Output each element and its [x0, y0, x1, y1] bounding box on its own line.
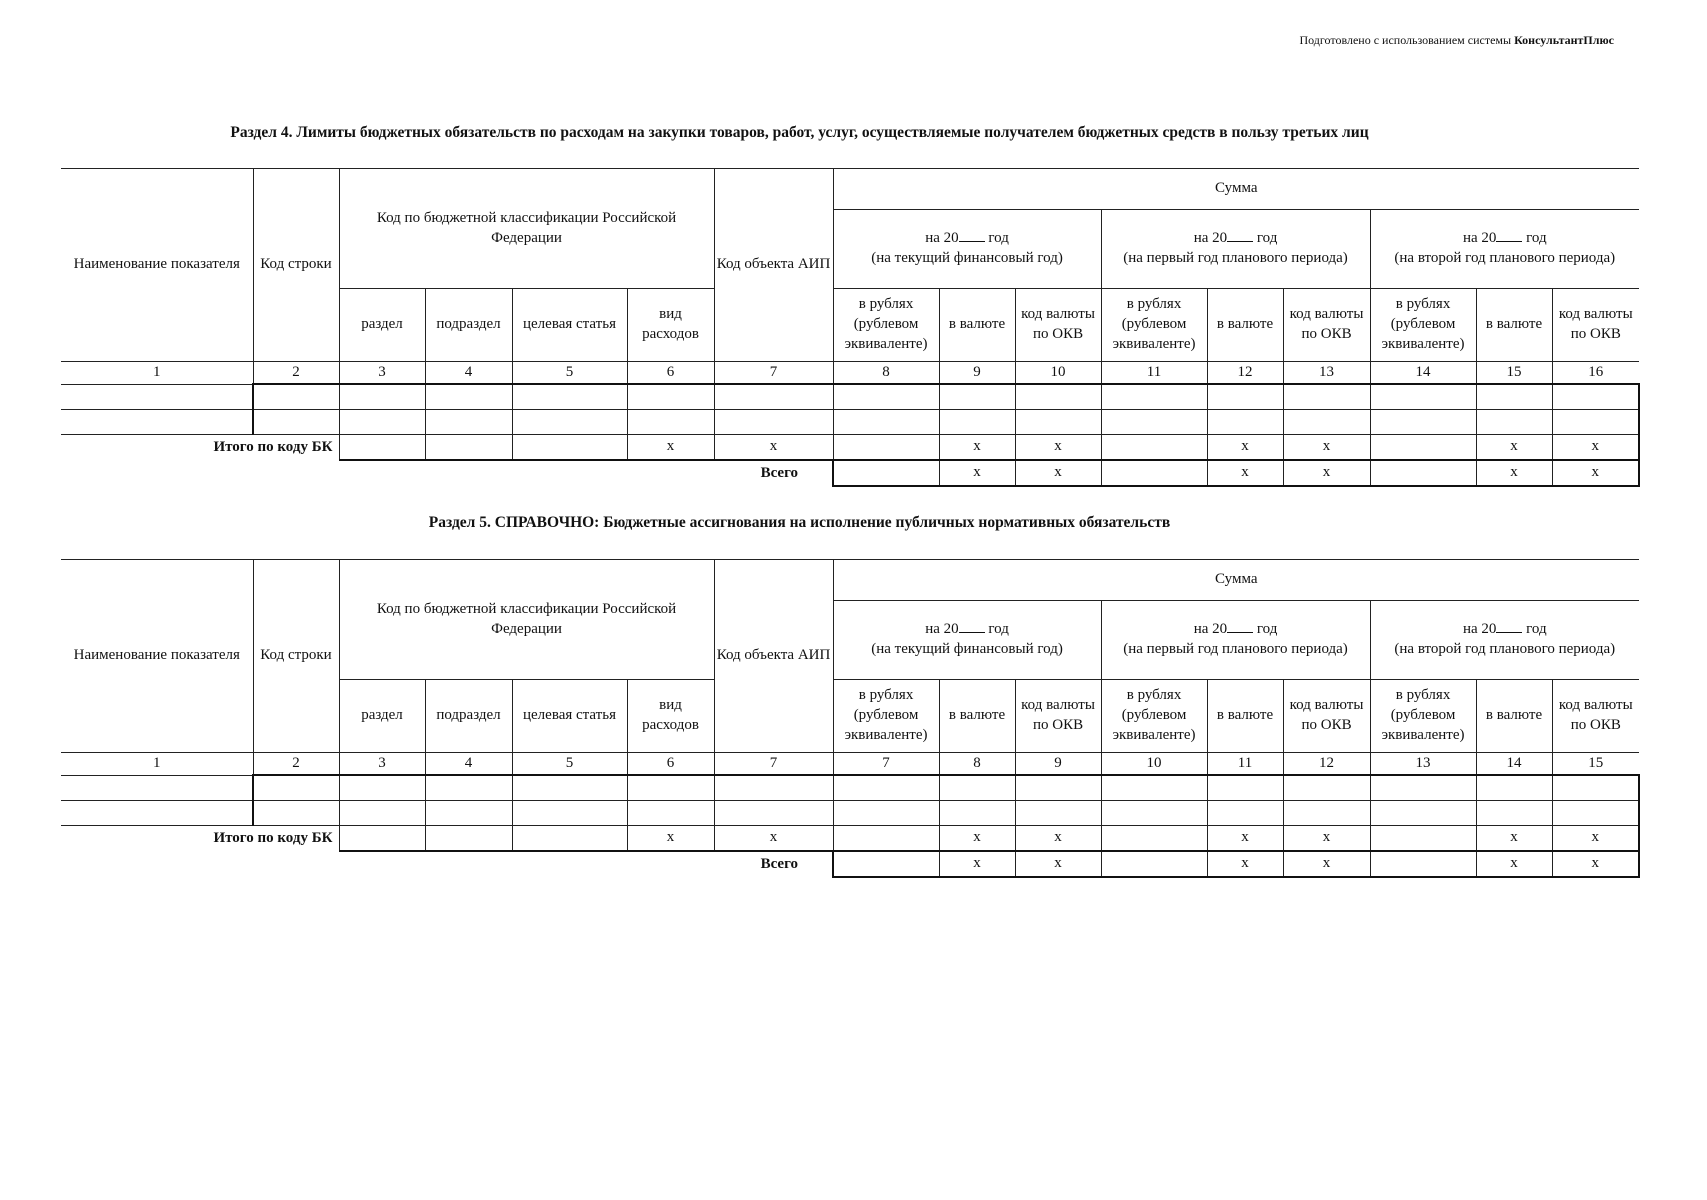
- col-number: 12: [1207, 362, 1283, 385]
- col-number: 8: [939, 753, 1015, 776]
- vsego-label: Всего: [760, 464, 799, 481]
- rub-header: в рублях (рублевом эквиваленте): [1370, 680, 1476, 753]
- x-mark: x: [1015, 826, 1101, 852]
- celevaya-header: целевая статья: [512, 289, 627, 362]
- data-cell[interactable]: [253, 410, 339, 435]
- data-cell[interactable]: [627, 384, 714, 410]
- col-number: 10: [1015, 362, 1101, 385]
- x-mark: x: [1015, 460, 1101, 486]
- data-cell[interactable]: [1476, 775, 1552, 801]
- data-cell[interactable]: [1552, 410, 1639, 435]
- data-cell[interactable]: [1101, 801, 1207, 826]
- okv-header: код валюты по ОКВ: [1552, 680, 1639, 753]
- section-5-table: [61, 559, 1640, 878]
- col-number: 14: [1370, 362, 1476, 385]
- table-row: [61, 410, 1639, 435]
- val-header: в валюте: [1207, 289, 1283, 362]
- itogo-row: [61, 435, 1639, 461]
- data-cell[interactable]: [339, 775, 425, 801]
- col-number: 2: [253, 753, 339, 776]
- data-cell[interactable]: [1015, 410, 1101, 435]
- data-cell[interactable]: [425, 435, 512, 461]
- x-mark: x: [627, 826, 714, 852]
- data-cell[interactable]: [512, 410, 627, 435]
- x-mark: x: [1552, 435, 1639, 461]
- consultant-plus-note: Подготовлено с использованием системы КонсультантПлюс: [1299, 33, 1614, 47]
- razdel-header: раздел: [339, 289, 425, 362]
- col-number: 10: [1101, 753, 1207, 776]
- data-cell[interactable]: [833, 435, 939, 461]
- x-mark: x: [1476, 435, 1552, 461]
- data-cell[interactable]: [61, 384, 253, 410]
- col-number: 12: [1283, 753, 1370, 776]
- col-number: 15: [1476, 362, 1552, 385]
- x-mark: x: [1476, 826, 1552, 852]
- okv-header: код валюты по ОКВ: [1552, 289, 1639, 362]
- data-cell[interactable]: [1101, 410, 1207, 435]
- col-number: 3: [339, 753, 425, 776]
- data-cell[interactable]: [1283, 801, 1370, 826]
- data-cell[interactable]: [1370, 851, 1476, 877]
- x-mark: x: [1283, 851, 1370, 877]
- data-cell[interactable]: [833, 851, 939, 877]
- data-cell[interactable]: [1207, 384, 1283, 410]
- data-cell[interactable]: [1101, 460, 1207, 486]
- data-cell[interactable]: [1015, 384, 1101, 410]
- year-1-header: на 20 год (на текущий финансовый год): [833, 210, 1101, 289]
- col-name-header: Наименование показателя: [61, 560, 253, 753]
- col-number: 7: [714, 753, 833, 776]
- data-cell[interactable]: [1283, 384, 1370, 410]
- data-cell[interactable]: [833, 775, 939, 801]
- x-mark: x: [1552, 460, 1639, 486]
- data-cell[interactable]: [339, 801, 425, 826]
- x-mark: x: [1283, 460, 1370, 486]
- col-bk-header: Код по бюджетной классификации Российской Федерации: [339, 169, 714, 289]
- col-number: 13: [1283, 362, 1370, 385]
- section-5-title: Раздел 5. СПРАВОЧНО: Бюджетные ассигнования на исполнение публичных нормативных обязательств: [428, 514, 1171, 531]
- col-number: 14: [1476, 753, 1552, 776]
- data-cell[interactable]: [714, 410, 833, 435]
- x-mark: x: [1476, 460, 1552, 486]
- col-code-header: Код строки: [253, 169, 339, 362]
- col-number: 2: [253, 362, 339, 385]
- x-mark: x: [1207, 826, 1283, 852]
- data-cell[interactable]: [1370, 775, 1476, 801]
- data-cell[interactable]: [1370, 384, 1476, 410]
- razdel-header: раздел: [339, 680, 425, 753]
- val-header: в валюте: [1207, 680, 1283, 753]
- data-cell[interactable]: [1552, 801, 1639, 826]
- data-cell[interactable]: [1283, 775, 1370, 801]
- data-cell[interactable]: [1476, 410, 1552, 435]
- data-cell[interactable]: [1476, 801, 1552, 826]
- data-cell[interactable]: [512, 435, 627, 461]
- x-mark: x: [1552, 826, 1639, 852]
- x-mark: x: [1015, 851, 1101, 877]
- data-cell[interactable]: [939, 801, 1015, 826]
- vid-header: вид расходов: [627, 289, 714, 362]
- rub-header: в рублях (рублевом эквиваленте): [1101, 289, 1207, 362]
- data-cell[interactable]: [1207, 410, 1283, 435]
- data-cell[interactable]: [512, 826, 627, 852]
- col-aip-header: Код объекта АИП: [714, 169, 833, 362]
- okv-header: код валюты по ОКВ: [1015, 680, 1101, 753]
- data-cell[interactable]: [1101, 826, 1207, 852]
- vid-header: вид расходов: [627, 680, 714, 753]
- data-cell[interactable]: [833, 801, 939, 826]
- data-cell[interactable]: [253, 384, 339, 410]
- data-cell[interactable]: [61, 801, 253, 826]
- data-cell[interactable]: [253, 775, 339, 801]
- data-cell[interactable]: [714, 801, 833, 826]
- data-cell[interactable]: [425, 775, 512, 801]
- x-mark: x: [1015, 435, 1101, 461]
- col-number: 7: [833, 753, 939, 776]
- col-aip-header: Код объекта АИП: [714, 560, 833, 753]
- year-3-header: на 20 год (на второй год планового периода): [1370, 601, 1639, 680]
- data-cell[interactable]: [1101, 384, 1207, 410]
- data-cell[interactable]: [425, 384, 512, 410]
- x-mark: x: [1476, 851, 1552, 877]
- col-number: 1: [61, 362, 253, 385]
- data-cell[interactable]: [339, 410, 425, 435]
- data-cell[interactable]: [1015, 801, 1101, 826]
- x-mark: x: [714, 435, 833, 461]
- x-mark: x: [1207, 435, 1283, 461]
- data-cell[interactable]: [1552, 775, 1639, 801]
- vsego-label: Всего: [760, 855, 799, 872]
- data-cell[interactable]: [1101, 775, 1207, 801]
- data-cell[interactable]: [714, 775, 833, 801]
- vsego-row: [61, 851, 1639, 877]
- itogo-label: Итого по коду БК: [61, 435, 339, 461]
- x-mark: x: [1207, 851, 1283, 877]
- blank-cell: [61, 851, 339, 877]
- section-4-title: Раздел 4. Лимиты бюджетных обязательств по расходам на закупки товаров, работ, услуг, осуществляемые получателем бюджетных средств в пользу третьих лиц: [230, 124, 1369, 141]
- column-numbers-row: [61, 753, 1639, 776]
- x-mark: x: [939, 851, 1015, 877]
- data-cell[interactable]: [1101, 435, 1207, 461]
- col-number: 4: [425, 753, 512, 776]
- data-cell[interactable]: [61, 410, 253, 435]
- x-mark: x: [627, 435, 714, 461]
- col-number: 1: [61, 753, 253, 776]
- data-cell[interactable]: [833, 410, 939, 435]
- year-3-header: на 20 год (на второй год планового периода): [1370, 210, 1639, 289]
- val-header: в валюте: [939, 289, 1015, 362]
- data-cell[interactable]: [512, 775, 627, 801]
- val-header: в валюте: [1476, 289, 1552, 362]
- col-number: 13: [1370, 753, 1476, 776]
- data-cell[interactable]: [425, 410, 512, 435]
- data-cell[interactable]: [512, 801, 627, 826]
- data-cell[interactable]: [1015, 775, 1101, 801]
- data-cell[interactable]: [1370, 801, 1476, 826]
- col-number: 9: [1015, 753, 1101, 776]
- okv-header: код валюты по ОКВ: [1283, 680, 1370, 753]
- data-cell[interactable]: [627, 775, 714, 801]
- column-numbers-row: [61, 362, 1639, 385]
- data-cell[interactable]: [939, 410, 1015, 435]
- itogo-row: [61, 826, 1639, 852]
- x-mark: x: [714, 826, 833, 852]
- val-header: в валюте: [939, 680, 1015, 753]
- rub-header: в рублях (рублевом эквиваленте): [833, 680, 939, 753]
- col-number: 3: [339, 362, 425, 385]
- data-cell[interactable]: [339, 384, 425, 410]
- data-cell[interactable]: [1207, 775, 1283, 801]
- data-cell[interactable]: [339, 826, 425, 852]
- data-cell[interactable]: [1370, 435, 1476, 461]
- podrazdel-header: подраздел: [425, 680, 512, 753]
- col-number: 9: [939, 362, 1015, 385]
- rub-header: в рублях (рублевом эквиваленте): [1101, 680, 1207, 753]
- data-cell[interactable]: [425, 801, 512, 826]
- x-mark: x: [939, 826, 1015, 852]
- data-cell[interactable]: [512, 384, 627, 410]
- data-cell[interactable]: [1370, 410, 1476, 435]
- col-number: 7: [714, 362, 833, 385]
- col-number: 6: [627, 362, 714, 385]
- data-cell[interactable]: [1476, 384, 1552, 410]
- section-4-table: [61, 168, 1640, 487]
- col-number: 11: [1207, 753, 1283, 776]
- data-cell[interactable]: [833, 460, 939, 486]
- col-number: 4: [425, 362, 512, 385]
- data-cell[interactable]: [339, 435, 425, 461]
- col-code-header: Код строки: [253, 560, 339, 753]
- podrazdel-header: подраздел: [425, 289, 512, 362]
- x-mark: x: [939, 435, 1015, 461]
- data-cell[interactable]: [61, 775, 253, 801]
- x-mark: x: [1283, 826, 1370, 852]
- col-number: 5: [512, 753, 627, 776]
- val-header: в валюте: [1476, 680, 1552, 753]
- rub-header: в рублях (рублевом эквиваленте): [833, 289, 939, 362]
- data-cell[interactable]: [939, 384, 1015, 410]
- x-mark: x: [1552, 851, 1639, 877]
- data-cell[interactable]: [1283, 410, 1370, 435]
- data-cell[interactable]: [627, 801, 714, 826]
- col-bk-header: Код по бюджетной классификации Российской Федерации: [339, 560, 714, 680]
- year-2-header: на 20 год (на первый год планового периода): [1101, 601, 1370, 680]
- col-number: 15: [1552, 753, 1639, 776]
- data-cell[interactable]: [833, 826, 939, 852]
- table-row: [61, 775, 1639, 801]
- col-number: 16: [1552, 362, 1639, 385]
- blank-cell: [61, 460, 339, 486]
- x-mark: x: [1283, 435, 1370, 461]
- col-number: 11: [1101, 362, 1207, 385]
- x-mark: x: [1207, 460, 1283, 486]
- col-sum-header: Сумма: [833, 560, 1639, 601]
- data-cell[interactable]: [1370, 460, 1476, 486]
- data-cell[interactable]: [1207, 801, 1283, 826]
- okv-header: код валюты по ОКВ: [1015, 289, 1101, 362]
- year-2-header: на 20 год (на первый год планового периода): [1101, 210, 1370, 289]
- col-name-header: Наименование показателя: [61, 169, 253, 362]
- col-number: 6: [627, 753, 714, 776]
- data-cell[interactable]: [425, 826, 512, 852]
- col-number: 8: [833, 362, 939, 385]
- itogo-label: Итого по коду БК: [61, 826, 339, 852]
- x-mark: x: [939, 460, 1015, 486]
- table-row: [61, 801, 1639, 826]
- okv-header: код валюты по ОКВ: [1283, 289, 1370, 362]
- data-cell[interactable]: [1370, 826, 1476, 852]
- col-number: 5: [512, 362, 627, 385]
- data-cell[interactable]: [253, 801, 339, 826]
- data-cell[interactable]: [1101, 851, 1207, 877]
- year-1-header: на 20 год (на текущий финансовый год): [833, 601, 1101, 680]
- data-cell[interactable]: [714, 384, 833, 410]
- data-cell[interactable]: [939, 775, 1015, 801]
- col-sum-header: Сумма: [833, 169, 1639, 210]
- vsego-row: [61, 460, 1639, 486]
- data-cell[interactable]: [627, 410, 714, 435]
- data-cell[interactable]: [1552, 384, 1639, 410]
- data-cell[interactable]: [833, 384, 939, 410]
- table-row: [61, 384, 1639, 410]
- rub-header: в рублях (рублевом эквиваленте): [1370, 289, 1476, 362]
- celevaya-header: целевая статья: [512, 680, 627, 753]
